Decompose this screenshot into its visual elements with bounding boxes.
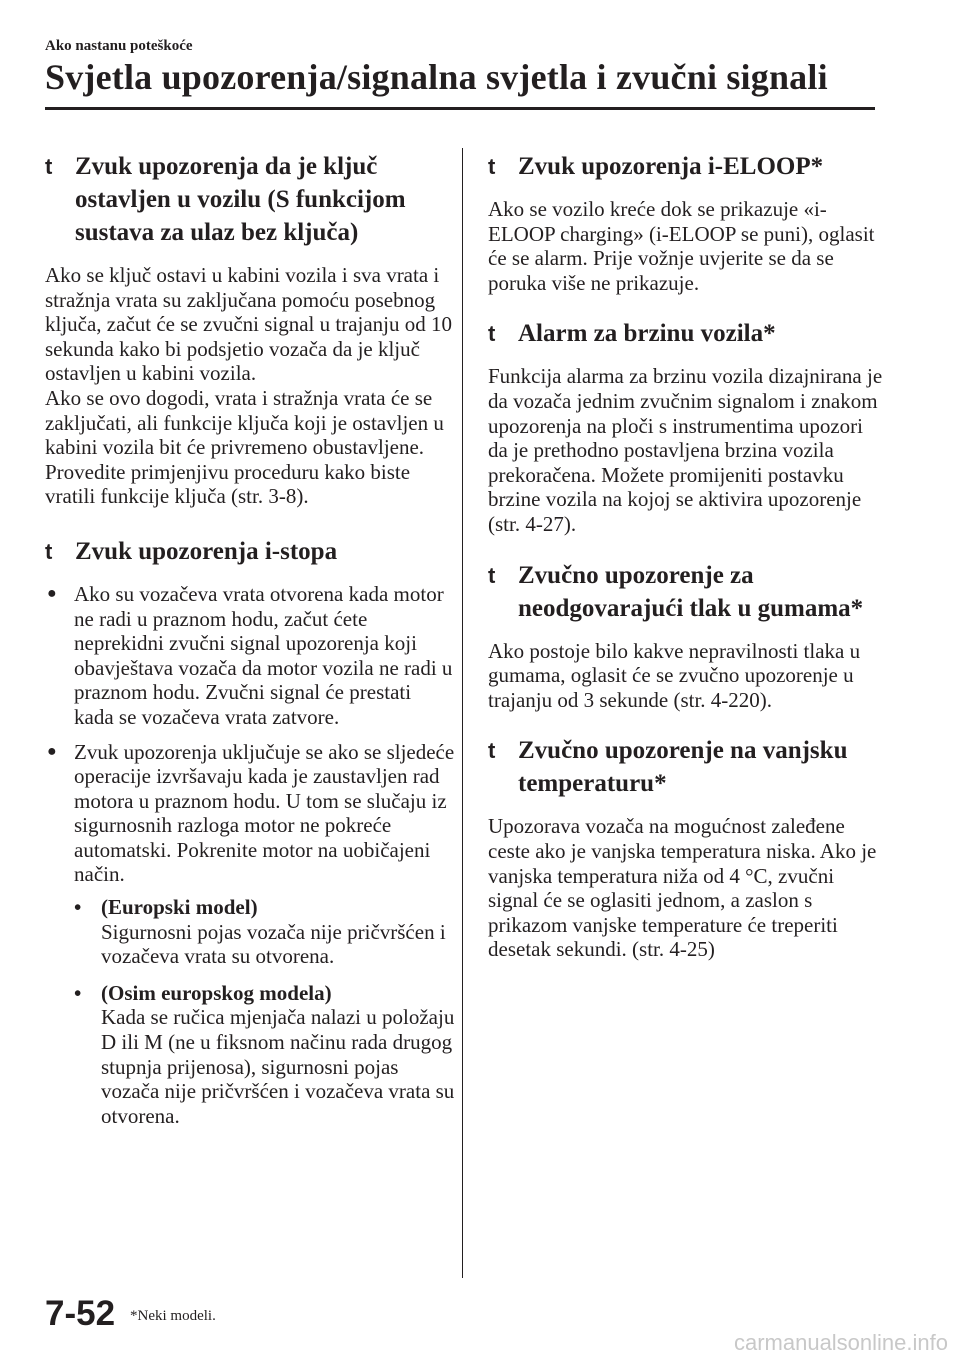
bullet-list [45, 582, 455, 1140]
section-heading [488, 317, 883, 350]
section-marker-icon: t [488, 738, 496, 764]
paragraph: Ako postoje bilo kakve nepravilnosti tlaka u gumama, oglasit će se zvučno upozorenje u trajanju od 3 sekunde (str. 4-220). [488, 638, 861, 712]
breadcrumb: Ako nastanu poteškoće [45, 38, 193, 54]
section-heading [488, 734, 883, 800]
page-title: Svjetla upozorenja/signalna svjetla i zvučni signali [45, 57, 828, 97]
sub-list [74, 895, 455, 1128]
section-heading [488, 150, 883, 183]
paragraph: Ako se ovo dogodi, vrata i stražnja vrata će se zaključati, ali funkcije ključa koji je ostavljen u kabini vozila bit će privremeno obustavljene. [45, 385, 444, 460]
sub-item [74, 895, 455, 969]
sub-item-body [101, 981, 455, 1129]
heading-text: Zvuk upozorenja i-stopa [75, 537, 338, 565]
list-item [45, 582, 455, 730]
section-speed-alarm [488, 317, 883, 536]
heading-text: Zvuk upozorenja i-ELOOP* [518, 153, 824, 180]
bullet-text: Ako su vozačeva vrata otvorena kada motor ne radi u praznom hodu, začut ćete neprekidni zvučni signal upozorenja koji obavještava vozača da motor vozila ne radi u praznom hodu. Zvučni signal će prestati kada se vozačeva vrata zatvore. [74, 581, 453, 729]
page-number: 7-52 [45, 1294, 116, 1333]
bullet-icon: ● [47, 584, 57, 602]
section-marker-icon: t [488, 562, 496, 588]
column-divider [462, 148, 463, 1278]
section-key-left-warning [45, 150, 455, 509]
paragraph: Upozorava vozača na mogućnost zaleđene ceste ako je vanjska temperatura niska. Ako je vanjska temperatura niža od 4 °C, zvučni signal će se oglasiti jednom, a zaslon s prikazom vanjske temperature će treperiti desetak sekundi. (str. 4-25) [488, 814, 877, 962]
title-rule [45, 107, 875, 110]
section-marker-icon: t [488, 321, 496, 347]
list-item [45, 740, 455, 1141]
sub-bullet-icon: • [74, 980, 82, 1005]
sub-item-text: Kada se ručica mjenjača nalazi u položaju D ili M (ne u fiksnom načinu rada drugog stupnja prijenosa), sigurnosni pojas vozača nije pričvršćen i vozačeva vrata su otvorena. [101, 1005, 455, 1128]
section-ieloop-warning [488, 150, 883, 295]
bullet-body: Zvuk upozorenja uključuje se ako se sljedeće operacije izvršavaju kada je zaustavljen rad motora u praznom hodu. U tom se slučaju iz sigurnosnih razloga motor ne pokreće automatski. Pokrenite motor na uobičajeni način. [74, 739, 455, 887]
sub-item-title: (Europski model) [101, 895, 258, 920]
sub-item-title: (Osim europskog modela) [101, 980, 332, 1005]
section-istop-warning [45, 535, 455, 1140]
sub-item [74, 981, 455, 1129]
sub-bullet-icon: • [74, 895, 82, 920]
right-column [488, 150, 883, 984]
section-heading [45, 150, 455, 249]
bullet-text [74, 740, 455, 1141]
paragraph: Ako se vozilo kreće dok se prikazuje «i-ELOOP charging» (i-ELOOP se puni), oglasit će se alarm. Prije vožnje uvjerite se da se poruka više ne prikazuje. [488, 197, 875, 295]
section-tire-pressure-warning [488, 559, 883, 713]
heading-text: Alarm za brzinu vozila* [518, 320, 776, 348]
heading-text: Zvučno upozorenje za neodgovarajući tlak u gumama* [518, 561, 864, 622]
section-marker-icon: t [488, 154, 496, 179]
section-outside-temperature-warning [488, 734, 883, 962]
section-heading [45, 535, 455, 568]
left-column [45, 150, 455, 1162]
heading-text: Zvučno upozorenje na vanjsku temperaturu* [518, 737, 848, 798]
sub-item-body [101, 895, 455, 969]
watermark: carmanualsonline.info [733, 1330, 948, 1355]
footnote: *Neki modeli. [130, 1308, 216, 1324]
heading-text: Zvuk upozorenja da je ključ ostavljen u vozilu (S funkcijom sustava za ulaz bez ključa) [75, 153, 406, 246]
bullet-icon: ● [47, 742, 57, 760]
section-marker-icon: t [45, 154, 53, 179]
paragraph: Ako se ključ ostavi u kabini vozila i sva vrata i stražnja vrata su zaključana pomoću posebnog ključa, začut će se zvučni signal u trajanju od 10 sekunda kako bi podsjetio vozača da je ključ ostavljen u kabini vozila. [45, 263, 453, 386]
paragraph: Provedite primjenjivu proceduru kako biste vratili funkcije ključa (str. 3-8). [45, 459, 411, 509]
sub-item-text: Sigurnosni pojas vozača nije pričvršćen i vozačeva vrata su otvorena. [101, 919, 446, 969]
paragraph: Funkcija alarma za brzinu vozila dizajnirana je da vozača jednim zvučnim signalom i znakom upozorenja na ploči s instrumentima upozori da je prethodno postavljena brzina vozila prekoračena. Možete promijeniti postavku brzine vozila na kojoj se aktivira upozorenje (str. 4-27). [488, 364, 883, 536]
section-marker-icon: t [45, 538, 53, 564]
section-heading [488, 559, 883, 625]
